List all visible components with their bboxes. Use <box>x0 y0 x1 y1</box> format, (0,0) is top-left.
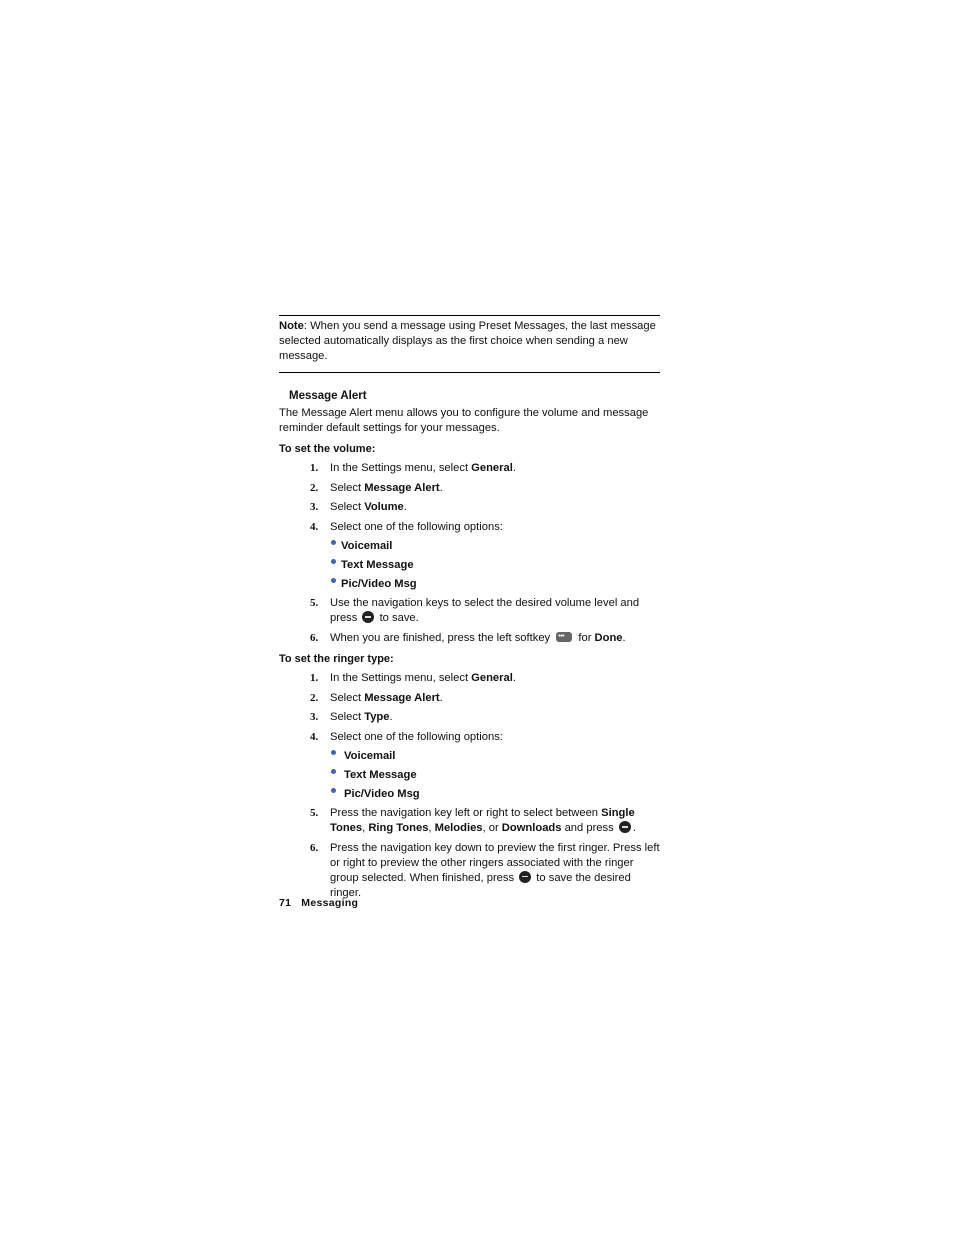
step-text: . <box>439 691 443 704</box>
step-bold: Volume <box>364 501 404 514</box>
step-text: Press the navigation key left or right to select between <box>330 807 602 820</box>
step-text: In the Settings menu, select <box>330 671 472 684</box>
ringer-step <box>279 806 660 836</box>
step-number: 4. <box>310 520 319 533</box>
step-text: Use the navigation keys to select the desired volume level and press <box>330 597 640 625</box>
bullet-icon <box>331 750 336 755</box>
step-text: Press the navigation key down to preview the first ringer. Press left or right to preview the other ringers associated with the ringer group selected. When finished, press <box>330 841 660 884</box>
step-number: 6. <box>310 631 319 644</box>
option-item <box>330 787 660 802</box>
ringer-step <box>279 691 660 706</box>
step-text: . <box>512 462 516 474</box>
bullet-icon <box>331 559 336 564</box>
option-list <box>330 539 660 592</box>
volume-step <box>279 520 660 592</box>
step-bold: Done <box>594 631 623 644</box>
step-number: 1. <box>310 671 319 684</box>
step-text: to save the desired ringer. <box>330 871 631 899</box>
ringer-heading: To set the ringer type: <box>279 652 394 665</box>
bullet-icon <box>331 788 336 793</box>
option-list <box>330 749 660 802</box>
step-text: , <box>428 822 435 835</box>
step-text: . <box>512 671 516 684</box>
step-text: Select <box>330 501 365 514</box>
step-number: 4. <box>310 730 319 743</box>
step-bold: General <box>471 671 513 684</box>
option-label: Pic/Video Msg <box>344 787 420 800</box>
ok-key-icon <box>362 611 374 623</box>
ringer-step <box>279 710 660 725</box>
step-text: . <box>622 631 626 644</box>
step-bold: Type <box>364 711 390 724</box>
step-text: . <box>389 711 393 724</box>
step-number: 2. <box>310 691 319 704</box>
ringer-step <box>279 841 660 901</box>
bullet-icon <box>331 540 336 545</box>
step-bold: Melodies <box>434 822 483 835</box>
note-bottom-rule <box>279 372 660 373</box>
volume-step <box>279 481 660 496</box>
step-bold: General <box>471 462 513 474</box>
ringer-steps <box>279 671 660 901</box>
ringer-step <box>279 730 660 802</box>
note-label: Note <box>279 320 304 332</box>
step-text: . <box>403 501 407 514</box>
step-text: , <box>362 822 369 835</box>
step-number: 3. <box>310 711 319 724</box>
step-text: Select <box>330 691 365 704</box>
step-number: 6. <box>310 841 319 854</box>
step-bold: Downloads <box>501 822 562 835</box>
volume-steps <box>279 461 660 646</box>
step-bold: Message Alert <box>364 691 440 704</box>
option-label: Pic/Video Msg <box>341 577 417 590</box>
note-box <box>279 316 660 372</box>
step-text: for <box>575 631 595 644</box>
step-text: and press <box>561 822 617 835</box>
step-bold: Message Alert <box>364 481 440 494</box>
step-number: 3. <box>310 501 319 514</box>
ringer-step <box>279 671 660 686</box>
step-number: 5. <box>310 807 319 820</box>
step-text: Select <box>330 481 365 494</box>
bullet-icon <box>331 769 336 774</box>
option-item <box>330 539 660 554</box>
step-number: 1. <box>310 462 319 474</box>
step-text: to save. <box>376 612 419 625</box>
step-text: When you are finished, press the left softkey <box>330 631 554 644</box>
step-number: 2. <box>310 481 319 494</box>
step-bold: Ring Tones <box>368 822 429 835</box>
step-text: , or <box>482 822 502 835</box>
step-bold: Single Tones <box>330 807 635 835</box>
manual-page <box>279 315 660 907</box>
step-text: . <box>632 822 636 835</box>
option-label: Text Message <box>344 768 417 781</box>
note-text: : When you send a message using Preset Messages, the last message selected automatically displays as the first choice when sending a new message. <box>279 320 656 362</box>
left-softkey-icon <box>556 632 572 642</box>
option-item <box>330 768 660 783</box>
step-text: Select <box>330 711 365 724</box>
volume-step <box>279 500 660 515</box>
option-label: Voicemail <box>341 539 393 552</box>
step-text: In the Settings menu, select <box>330 462 472 474</box>
section-title: Message Alert <box>289 390 367 402</box>
option-item <box>330 577 660 592</box>
bullet-icon <box>331 578 336 583</box>
option-label: Text Message <box>341 558 414 571</box>
option-item <box>330 558 660 573</box>
ok-key-icon <box>619 821 631 833</box>
step-number: 5. <box>310 597 319 610</box>
page-number: 71 <box>279 897 292 909</box>
section-intro: The Message Alert menu allows you to configure the volume and message reminder default settings for your messages. <box>279 407 649 434</box>
option-item <box>330 749 660 764</box>
page-footer <box>279 897 358 909</box>
option-label: Voicemail <box>344 749 396 762</box>
volume-heading: To set the volume: <box>279 443 376 455</box>
step-text: Select one of the following options: <box>330 730 503 743</box>
volume-step <box>279 596 660 626</box>
ok-key-icon <box>519 871 531 883</box>
chapter-name: Messaging <box>301 897 359 909</box>
step-text: Select one of the following options: <box>330 520 503 533</box>
volume-step <box>279 461 660 476</box>
step-text: . <box>439 481 443 494</box>
volume-step <box>279 631 660 646</box>
